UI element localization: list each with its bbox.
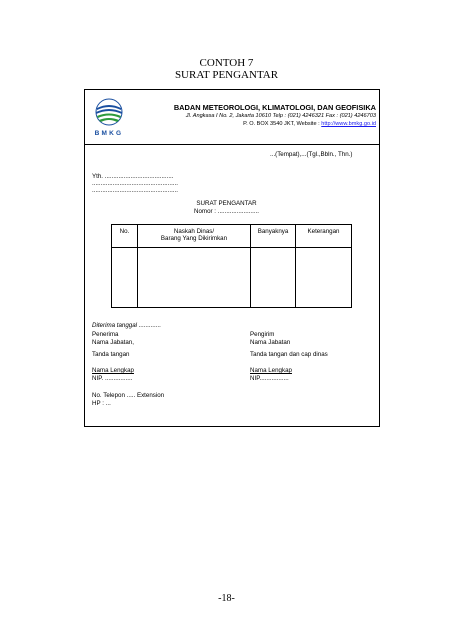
table-cell-items — [138, 248, 251, 308]
sender-signature: Tanda tangan dan cap dinas — [250, 351, 328, 358]
sender-role: Pengirim — [250, 331, 275, 338]
example-number: CONTOH 7 — [199, 57, 254, 69]
table-cell-no — [112, 248, 138, 308]
receiver-nip: NIP. ................ — [92, 375, 133, 382]
receiver-position: Nama Jabatan, — [92, 339, 134, 346]
receiver-full-name: Nama Lengkap — [92, 367, 134, 374]
receiver-role: Penerima — [92, 331, 119, 338]
recipient-line: .................................................. — [92, 187, 178, 194]
table-cell-notes — [296, 248, 352, 308]
recipient-line: .................................................. — [92, 180, 178, 187]
received-date: Diterima tanggal ............. — [92, 322, 162, 329]
page-number: -18- — [218, 593, 235, 604]
organization-name: BADAN METEOROLOGI, KLIMATOLOGI, DAN GEOFISIKA — [173, 103, 376, 112]
letterhead-divider — [84, 144, 380, 145]
bmkg-logo — [91, 97, 127, 139]
column-header-quantity: Banyaknya — [251, 225, 296, 248]
column-header-items — [138, 225, 251, 248]
column-header-no: No. — [112, 225, 138, 248]
column-header-notes: Keterangan — [296, 225, 352, 248]
table-cell-quantity — [251, 248, 296, 308]
place-date-line: ...(Tempat),...(Tgl.,Bbln., Thn.) — [270, 151, 353, 158]
table-header-row — [112, 225, 352, 248]
po-box-text: P. O. BOX 3540 JKT, Website : — [243, 121, 322, 127]
logo-lettering: BMKG — [94, 130, 124, 137]
column-header-items-line2: Barang Yang Dikirimkan — [160, 235, 228, 243]
letter-number: Nomor : ........................ — [194, 208, 259, 215]
organization-contact — [138, 121, 376, 127]
column-header-items-line1: Naskah Dinas/ — [173, 228, 215, 235]
table-row — [112, 248, 352, 308]
phone-number: No. Telepon ..... Extension — [92, 392, 165, 399]
mobile-number: HP : ... — [92, 400, 111, 407]
letter-title: SURAT PENGANTAR — [196, 200, 257, 207]
sender-full-name: Nama Lengkap — [250, 367, 292, 374]
recipient-label: Yth. ........................................ — [92, 173, 174, 180]
sender-nip: NIP................. — [250, 375, 289, 382]
bmkg-logo-icon — [91, 97, 127, 139]
sender-position: Nama Jabatan — [250, 339, 291, 346]
document-type-title: SURAT PENGANTAR — [174, 69, 279, 81]
receiver-signature: Tanda tangan — [92, 351, 130, 358]
items-table — [111, 224, 352, 308]
website-link[interactable]: http://www.bmkg.go.id — [321, 121, 376, 127]
organization-address: Jl. Angkasa I No. 2, Jakarta 10610 Telp : (021) 4246321 Fax : (021) 4246703 — [185, 113, 376, 119]
